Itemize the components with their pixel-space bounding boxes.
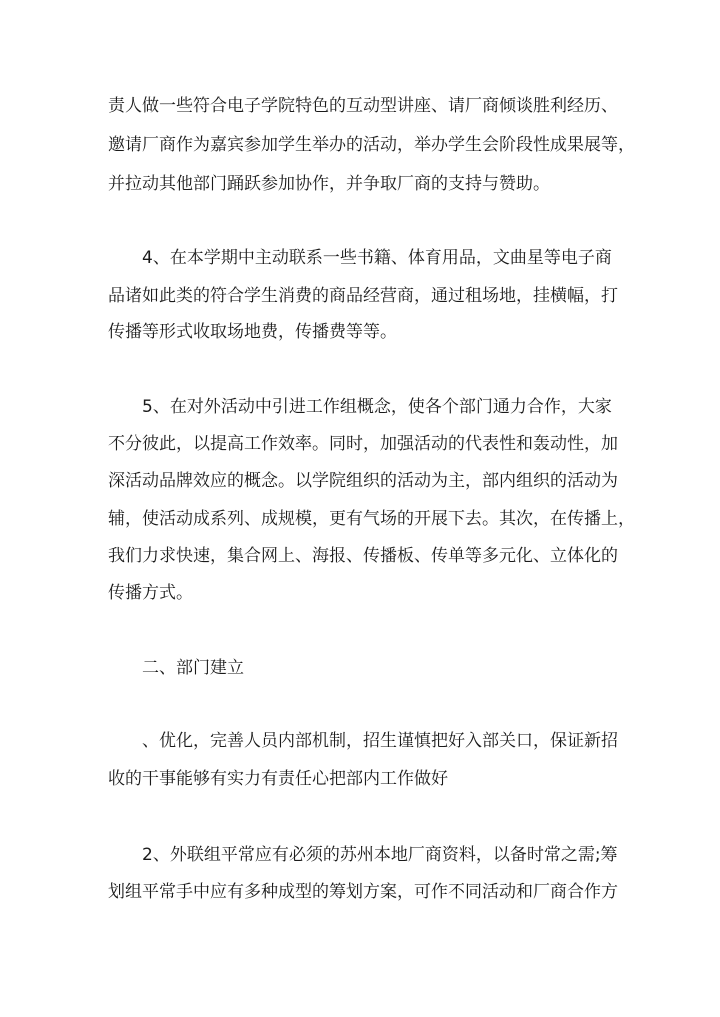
paragraph-3-line-6: 传播方式。 bbox=[108, 583, 193, 603]
paragraph-3-line-1: 5、在对外活动中引进工作组概念，使各个部门通力合作，大家 bbox=[142, 397, 612, 417]
section-heading: 二、部门建立 bbox=[142, 658, 244, 678]
paragraph-3-line-4: 辅，使活动成系列、成规模，更有气场的开展下去。其次，在传播上， bbox=[108, 509, 635, 529]
paragraph-6-line-1: 2、外联组平常应有必须的苏州本地厂商资料，以备时常之需;筹 bbox=[142, 845, 618, 865]
paragraph-1-line-3: 并拉动其他部门踊跃参加协作，并争取厂商的支持与赞助。 bbox=[108, 174, 550, 194]
paragraph-1-line-1: 责人做一些符合电子学院特色的互动型讲座、请厂商倾谈胜利经历、 bbox=[108, 96, 618, 116]
paragraph-2-line-3: 传播等形式收取场地费，传播费等等。 bbox=[108, 322, 397, 342]
paragraph-2-line-2: 品诸如此类的符合学生消费的商品经营商，通过租场地，挂横幅，打 bbox=[108, 286, 618, 306]
paragraph-2-line-1: 4、在本学期中主动联系一些书籍、体育用品，文曲星等电子商 bbox=[142, 248, 612, 268]
paragraph-5-line-2: 收的干事能够有实力有责任心把部内工作做好 bbox=[108, 769, 448, 789]
paragraph-1-line-2: 邀请厂商作为嘉宾参加学生举办的活动，举办学生会阶段性成果展等， bbox=[108, 135, 635, 155]
paragraph-5-line-1: 、优化，完善人员内部机制，招生谨慎把好入部关口，保证新招 bbox=[142, 731, 618, 751]
paragraph-3-line-5: 我们力求快速，集合网上、海报、传播板、传单等多元化、立体化的 bbox=[108, 546, 618, 566]
paragraph-6-line-2: 划组平常手中应有多种成型的筹划方案，可作不同活动和厂商合作方 bbox=[108, 882, 618, 902]
paragraph-3-line-2: 不分彼此，以提高工作效率。同时，加强活动的代表性和轰动性，加 bbox=[108, 434, 618, 454]
paragraph-3-line-3: 深活动品牌效应的概念。以学院组织的活动为主，部内组织的活动为 bbox=[108, 471, 618, 491]
